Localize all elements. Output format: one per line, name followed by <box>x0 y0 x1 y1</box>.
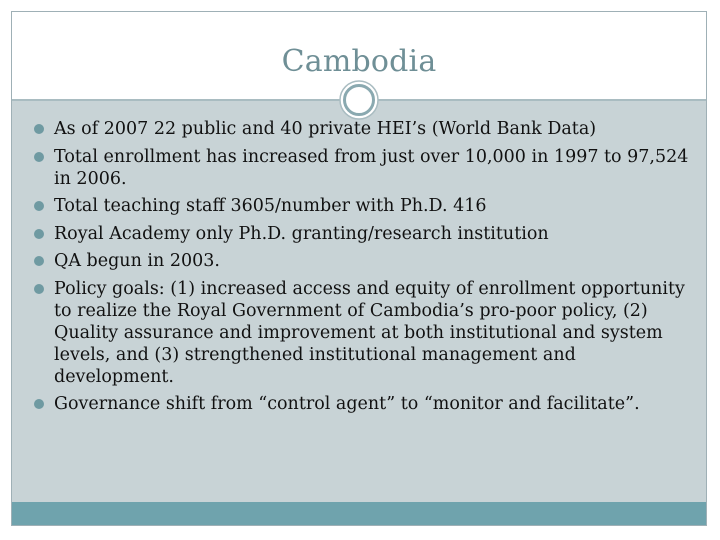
bullet-dot-icon <box>34 229 44 239</box>
bullet-text: Royal Academy only Ph.D. granting/research institution <box>54 223 549 244</box>
bullet-dot-icon <box>34 201 44 211</box>
bullet-dot-icon <box>34 256 44 266</box>
bullet-dot-icon <box>34 124 44 134</box>
bullet-item <box>32 393 692 415</box>
bullet-item <box>32 278 692 388</box>
bullet-dot-icon <box>34 152 44 162</box>
bullet-item <box>32 250 692 272</box>
bullet-dot-icon <box>34 284 44 294</box>
bullet-text: As of 2007 22 public and 40 private HEI’s (World Bank Data) <box>54 119 597 139</box>
bullet-item <box>32 195 692 217</box>
slide-title: Cambodia <box>281 44 437 79</box>
bullet-text: Total teaching staff 3605/number with Ph.D. 416 <box>54 196 487 216</box>
bullet-item <box>32 223 692 245</box>
bullet-list <box>32 118 692 421</box>
bullet-text: QA begun in 2003. <box>54 251 220 271</box>
bullet-item <box>32 118 692 140</box>
circle-ornament-icon <box>339 80 379 120</box>
bullet-text: Governance shift from “control agent” to “monitor and facilitate”. <box>54 394 640 414</box>
bullet-text: Policy goals: (1) increased access and equity of enrollment opportunity to realize the Royal Government of Cambodia’s pro-poor policy, (2) Quality assurance and improvement at both institutional and system levels, and (3) strengthened institutional management and development. <box>54 278 685 387</box>
footer-bar <box>12 502 706 525</box>
bullet-dot-icon <box>34 399 44 409</box>
bullet-item <box>32 146 692 190</box>
bullet-text: Total enrollment has increased from just over 10,000 in 1997 to 97,524 in 2006. <box>54 146 689 189</box>
